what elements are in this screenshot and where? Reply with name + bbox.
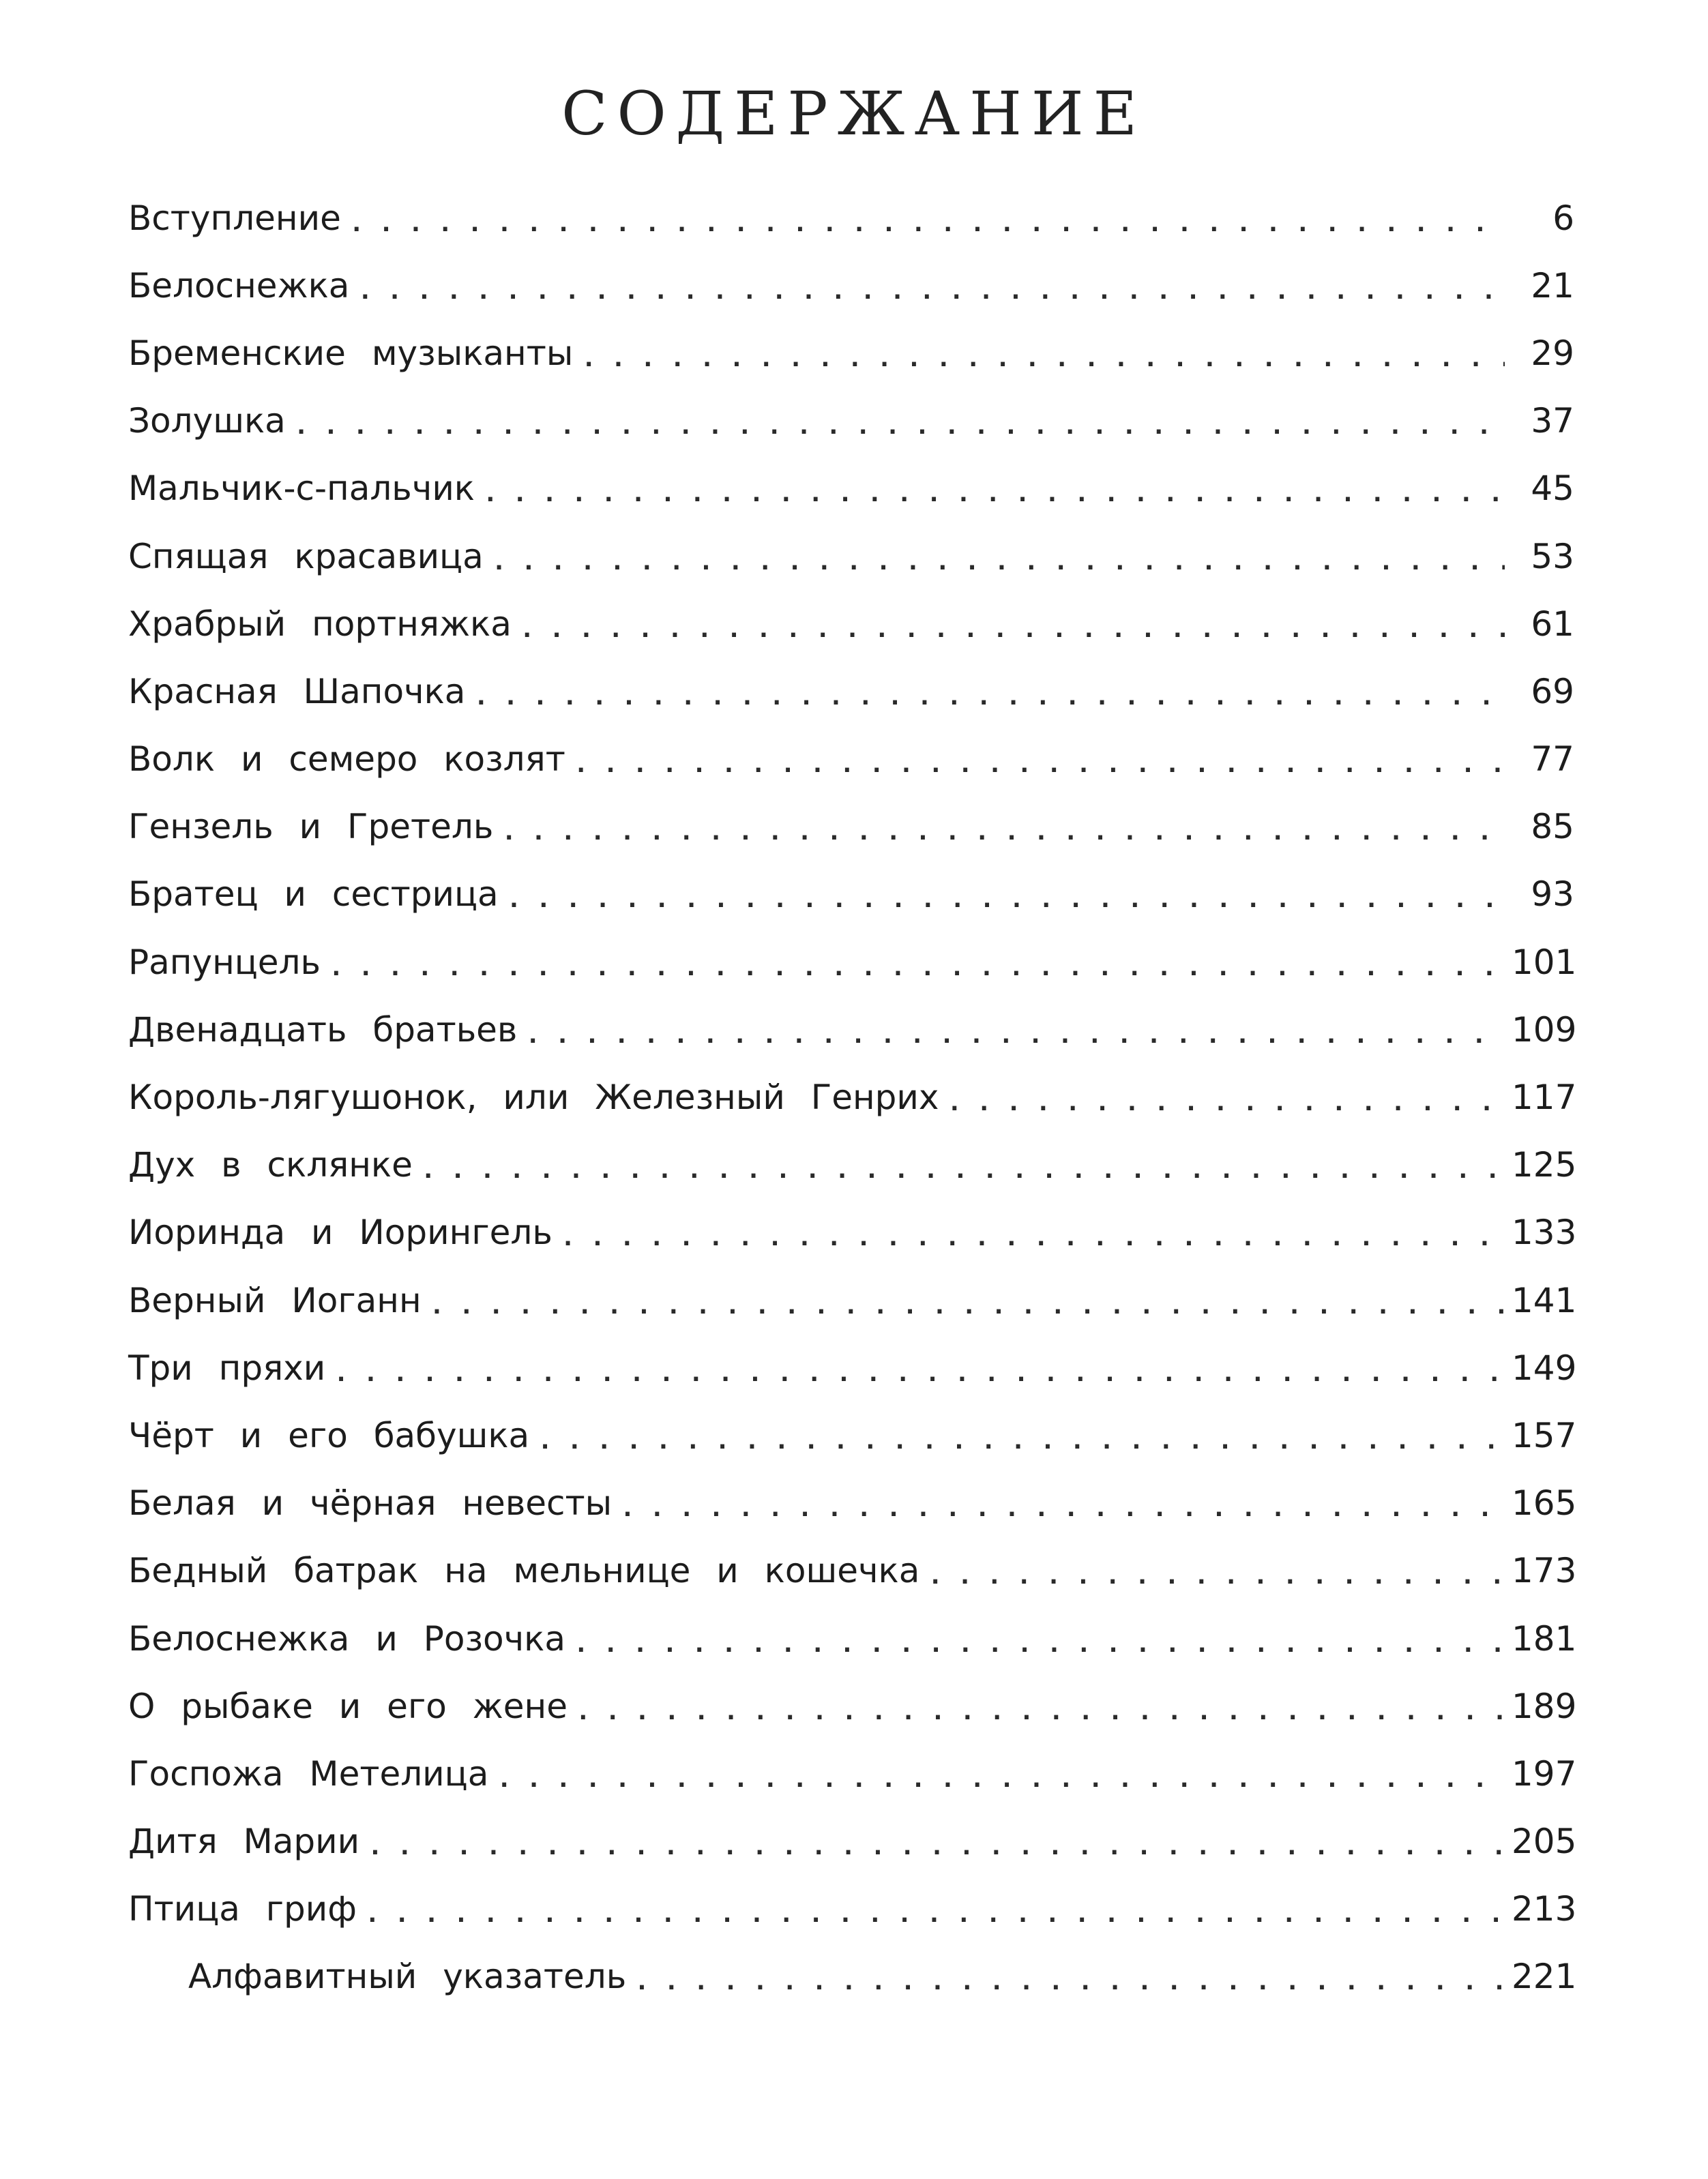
- toc-entry[interactable]: [128, 455, 1574, 522]
- toc-entry-title: Мальчик-с-пальчик: [128, 469, 475, 509]
- toc-entry-title: Птица гриф: [128, 1889, 357, 1929]
- toc-entry-page-number: 189: [1512, 1686, 1577, 1726]
- dot-leader: [497, 1759, 1505, 1800]
- toc-entry[interactable]: [128, 1131, 1577, 1199]
- toc-entry[interactable]: [128, 1672, 1577, 1740]
- dot-leader: [483, 473, 1505, 514]
- toc-entry-page-number: 109: [1512, 1009, 1577, 1050]
- toc-index-entry[interactable]: [128, 1943, 1577, 2011]
- toc-index-page-number: 221: [1512, 1957, 1577, 1997]
- toc-entry-title: Бедный батрак на мельнице и кошечка: [128, 1551, 920, 1591]
- toc-entry-page-number: 165: [1512, 1483, 1577, 1524]
- toc-entry[interactable]: [128, 1808, 1577, 1876]
- toc-entry[interactable]: [128, 522, 1574, 590]
- toc-entry-title: Белоснежка: [128, 265, 350, 306]
- toc-entry-title: Двенадцать братьев: [128, 1009, 518, 1050]
- toc-entry-title: Волк и семеро козлят: [128, 739, 565, 780]
- dot-leader: [501, 812, 1505, 853]
- toc-entry[interactable]: [128, 996, 1577, 1063]
- toc-entry[interactable]: [128, 1199, 1577, 1266]
- toc-entry[interactable]: [128, 1605, 1577, 1672]
- toc-entry-page-number: 157: [1512, 1415, 1577, 1455]
- toc-entry[interactable]: [128, 1876, 1577, 1943]
- toc-entry-page-number: 125: [1512, 1145, 1577, 1185]
- toc-entry-title: Король-лягушонок, или Железный Генрих: [128, 1078, 939, 1118]
- toc-entry-title: Спящая красавица: [128, 536, 484, 576]
- toc-entry-page-number: 6: [1552, 198, 1574, 238]
- toc-entry-page-number: 197: [1512, 1753, 1577, 1794]
- dot-leader: [368, 1826, 1505, 1867]
- dot-leader: [430, 1286, 1505, 1326]
- dot-leader: [365, 1894, 1505, 1935]
- toc-entry[interactable]: [128, 1470, 1577, 1537]
- toc-entry-page-number: 205: [1512, 1822, 1577, 1862]
- toc-entry-page-number: 181: [1512, 1618, 1577, 1659]
- dot-leader: [294, 406, 1505, 447]
- toc-entry-title: Верный Иоганн: [128, 1280, 422, 1320]
- page-title: СОДЕРЖАНИЕ: [561, 78, 1147, 149]
- toc-entry[interactable]: [128, 590, 1574, 657]
- toc-entry-page-number: 69: [1531, 671, 1574, 711]
- toc-entry[interactable]: [128, 793, 1574, 861]
- toc-entry-page-number: 21: [1531, 265, 1574, 306]
- toc-entry-title: О рыбаке и его жене: [128, 1686, 568, 1726]
- dot-leader: [473, 677, 1505, 717]
- dot-leader: [334, 1353, 1505, 1394]
- toc-entry[interactable]: [128, 184, 1574, 252]
- toc-entry-title: Госпожа Метелица: [128, 1753, 489, 1794]
- toc-index-title: Алфавитный указатель: [188, 1957, 627, 1997]
- toc-entry-page-number: 173: [1512, 1551, 1577, 1591]
- toc-entry-page-number: 29: [1531, 333, 1574, 373]
- toc-entry-title: Вступление: [128, 198, 341, 238]
- toc-entry-page-number: 117: [1512, 1078, 1577, 1118]
- toc-entry-title: Белая и чёрная невесты: [128, 1483, 613, 1524]
- dot-leader: [574, 1624, 1505, 1665]
- toc-entry-page-number: 85: [1531, 807, 1574, 847]
- dot-leader: [581, 338, 1505, 379]
- toc-entry-title: Дух в склянке: [128, 1145, 413, 1185]
- toc-entry-page-number: 149: [1512, 1348, 1577, 1388]
- toc-entry[interactable]: [128, 928, 1577, 996]
- toc-entry-page-number: 61: [1531, 604, 1574, 644]
- dot-leader: [634, 1961, 1505, 2002]
- dot-leader: [947, 1082, 1505, 1123]
- toc-entry[interactable]: [128, 1537, 1577, 1605]
- toc-entry-title: Гензель и Гретель: [128, 807, 494, 847]
- dot-leader: [576, 1691, 1505, 1732]
- toc-entry[interactable]: [128, 726, 1574, 793]
- dot-leader: [492, 542, 1505, 582]
- dot-leader: [329, 947, 1505, 988]
- toc-entry[interactable]: [128, 319, 1574, 387]
- toc-entry-page-number: 45: [1531, 469, 1574, 509]
- toc-entry-page-number: 77: [1531, 739, 1574, 780]
- dot-leader: [928, 1556, 1505, 1597]
- toc-entry-page-number: 141: [1512, 1280, 1577, 1320]
- toc-entry-page-number: 101: [1512, 942, 1577, 982]
- toc-entry[interactable]: [128, 252, 1574, 319]
- toc-entry-page-number: 133: [1512, 1213, 1577, 1253]
- dot-leader: [507, 879, 1505, 920]
- toc-entry-title: Рапунцель: [128, 942, 321, 982]
- dot-leader: [525, 1015, 1505, 1056]
- toc-entry-page-number: 53: [1531, 536, 1574, 576]
- toc-entry-page-number: 93: [1531, 874, 1574, 915]
- toc-entry[interactable]: [128, 861, 1574, 928]
- toc-entry[interactable]: [128, 387, 1574, 455]
- dot-leader: [620, 1488, 1505, 1529]
- toc-entry[interactable]: [128, 657, 1574, 725]
- toc-entry-title: Иоринда и Иорингель: [128, 1213, 553, 1253]
- dot-leader: [520, 609, 1505, 650]
- toc-entry-title: Храбрый портняжка: [128, 604, 512, 644]
- dot-leader: [357, 271, 1505, 312]
- toc-entry[interactable]: [128, 1266, 1577, 1334]
- toc-entry[interactable]: [128, 1334, 1577, 1402]
- table-of-contents: [128, 184, 1577, 2011]
- toc-entry[interactable]: [128, 1402, 1577, 1469]
- toc-entry-title: Чёрт и его бабушка: [128, 1415, 530, 1455]
- toc-entry-title: Белоснежка и Розочка: [128, 1618, 566, 1659]
- dot-leader: [421, 1150, 1505, 1191]
- dot-leader: [538, 1421, 1505, 1462]
- toc-entry-page-number: 37: [1531, 401, 1574, 441]
- toc-entry-title: Братец и сестрица: [128, 874, 499, 915]
- toc-entry[interactable]: [128, 1063, 1577, 1131]
- toc-entry[interactable]: [128, 1740, 1577, 1807]
- dot-leader: [349, 203, 1505, 244]
- toc-entry-title: Бременские музыканты: [128, 333, 574, 373]
- dot-leader: [561, 1217, 1505, 1258]
- toc-entry-title: Три пряхи: [128, 1348, 326, 1388]
- toc-entry-title: Дитя Марии: [128, 1822, 360, 1862]
- toc-entry-title: Золушка: [128, 401, 286, 441]
- toc-entry-title: Красная Шапочка: [128, 671, 466, 711]
- toc-entry-page-number: 213: [1512, 1889, 1577, 1929]
- dot-leader: [574, 744, 1505, 785]
